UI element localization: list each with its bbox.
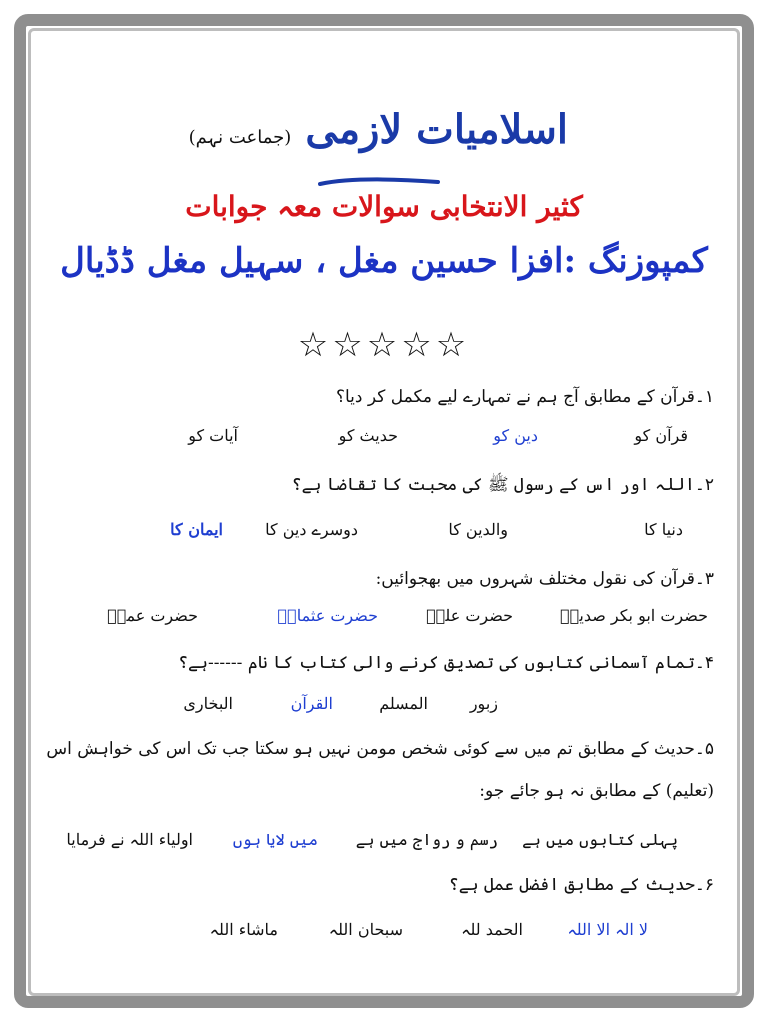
title-row [189, 106, 568, 153]
question-1: ۱۔قرآن کے مطابق آج ہم نے تمہارے لیے مکمل کر دیا؟ [335, 387, 714, 407]
question-6: ۶۔حدیث کے مطابق افضل عمل ہے؟ [448, 875, 714, 895]
option: سبحان اللہ [328, 920, 403, 939]
document-page [40, 40, 728, 984]
option: دوسرے دین کا [265, 520, 358, 539]
option: اولیاء اللہ نے فرمایا [66, 830, 193, 849]
option: حدیث کو [338, 426, 398, 445]
option-correct: دین کو [493, 426, 538, 445]
question-3: ۳۔قرآن کی نقول مختلف شہروں میں بھجوائیں: [375, 569, 714, 589]
option: الحمد للہ [461, 920, 523, 939]
option: دنیا کا [644, 520, 683, 539]
option-correct: حضرت عثمانؓ [277, 606, 378, 625]
option: المسلم [379, 694, 428, 713]
option-correct: میں لایا ہوں [232, 830, 318, 849]
option: البخاری [183, 694, 233, 713]
option: آیات کو [188, 426, 238, 445]
page-title: اسلامیات لازمی [305, 106, 568, 153]
option: حضرت ابو بکر صدیقؓ [560, 606, 708, 625]
option: والدین کا [448, 520, 508, 539]
option-correct: لا الہ الا اللہ [567, 920, 648, 939]
class-label: (جماعت نہم) [188, 127, 292, 148]
page-subtitle: کثیر الانتخابی سوالات معہ جوابات [185, 190, 583, 223]
star-divider: ☆☆☆☆☆ [297, 325, 471, 365]
option-correct: ایمان کا [170, 520, 223, 539]
option: حضرت عمرؓ [107, 606, 198, 625]
title-underline-swoosh [318, 174, 440, 188]
option-correct: القرآن [290, 694, 333, 713]
composer-credit: کمپوزنگ :افزا حسین مغل ، سہیل مغل ڈڈیال [60, 241, 708, 281]
question-2: ۲۔اللہ اور اس کے رسول ﷺ کی محبت کا تقاضا ہے؟ [291, 475, 714, 495]
option: رسم و رواج میں ہے [355, 830, 498, 849]
question-4: ۴۔تمام آسمانی کتابوں کی تصدیق کرنے والی کتاب کا نام ------ہے؟ [178, 653, 714, 673]
option: پہلی کتابوں میں ہے [522, 830, 678, 849]
option: قرآن کو [634, 426, 688, 445]
option: حضرت علیؓ [426, 606, 513, 625]
question-5: ۵۔حدیث کے مطابق تم میں سے کوئی شخص مومن نہیں ہو سکتا جب تک اس کی خواہش اس (تعلیم) کے مطابق نہ ہو جائے جو: [46, 739, 714, 801]
option: ماشاء اللہ [209, 920, 278, 939]
option: زبور [469, 694, 498, 713]
